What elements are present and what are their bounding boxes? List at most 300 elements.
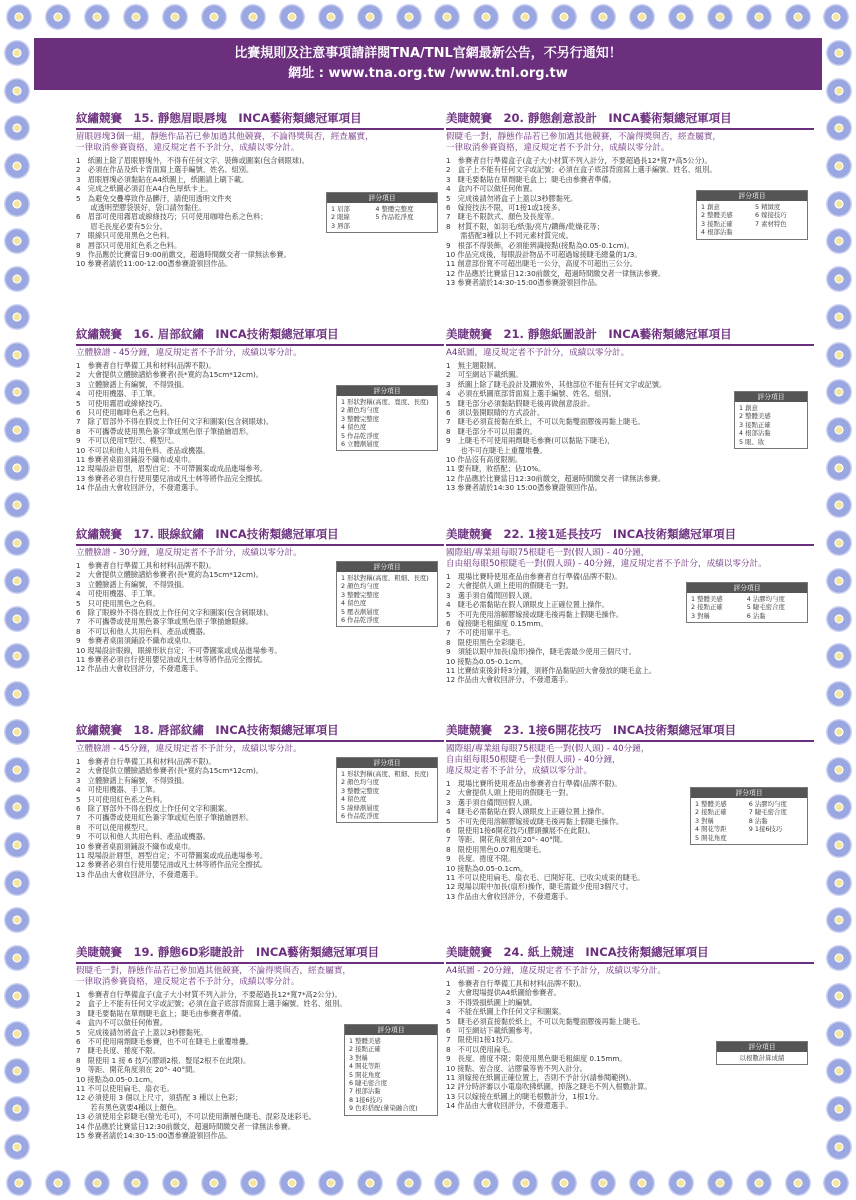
flower-icon: [4, 304, 30, 330]
scoring-item: 6 作品乾淨度: [341, 812, 380, 821]
flower-icon: [826, 794, 852, 820]
panel-17-eyeliner-tattoo: [76, 526, 444, 674]
flower-icon: [826, 342, 852, 368]
rule-item: 3 選手須自備問回假人頭。: [446, 797, 537, 807]
flower-icon: [473, 4, 499, 30]
scoring-item: 5 作品乾淨度: [375, 213, 414, 222]
rule-item: 4 可使用機器、手工筆。: [76, 785, 160, 795]
flower-icon: [826, 191, 852, 217]
flower-icon: [4, 832, 30, 858]
panel-20-static-creative-design: [446, 110, 814, 288]
flower-icon: [201, 1170, 227, 1196]
scoring-box: [336, 757, 438, 823]
flower-icon: [668, 4, 694, 30]
rule-item: 7 等距、開花角度須在20°- 40°間。: [446, 835, 568, 845]
scoring-box-title: 評分項目: [735, 392, 807, 402]
flower-icon: [279, 1170, 305, 1196]
rule-item: 7 不可攜帶或使用黑色簽字筆或黑色原子筆描繪眼線。: [76, 617, 254, 627]
flower-icon: [279, 4, 305, 30]
flower-icon: [826, 568, 852, 594]
rule-item: 7 睫毛不限款式、顏色及長度等。: [446, 212, 559, 222]
flower-icon: [84, 1170, 110, 1196]
panel-title: 美睫競賽 24. 紙上競速 INCA技術類總冠軍項目: [446, 944, 814, 964]
scoring-box: [336, 385, 438, 451]
panel-title: 美睫競賽 19. 靜態6D彩睫設計 INCA藝術類總冠軍項目: [76, 944, 444, 964]
rule-item: 12 作品由大會收回評分，不發還選手。: [76, 664, 203, 674]
rule-item: 4 可使用機器、手工筆。: [76, 589, 160, 599]
flower-icon: [826, 870, 852, 896]
rule-item: 7 限使用1接1技巧。: [446, 1035, 518, 1045]
rule-item: 13 作品由大會收回評分，不發還選手。: [446, 891, 573, 901]
flower-icon: [826, 492, 852, 518]
rule-item: 2 盒子上不能有任何文字或記號；必須在盒子底部背面寫上選手編號、姓名、組別。: [446, 165, 717, 175]
flower-icon: [434, 4, 460, 30]
rule-item: 10 接點為0.05-0.1cm。: [446, 863, 528, 873]
flower-icon: [629, 4, 655, 30]
rule-item: 1 參賽者自行準備工具和材料(品牌不限)。: [76, 361, 216, 370]
flower-icon: [785, 4, 811, 30]
rule-item: 12 必須使用 3 個以上尺寸，須搭配 3 種以上色彩；: [76, 1093, 243, 1103]
scoring-item: 8 沾黏: [748, 816, 768, 825]
scoring-item: 3 對稱: [349, 1053, 368, 1062]
banner-url-text: 網址 : www.tna.org.tw /www.tnl.org.tw: [288, 66, 568, 81]
rule-item: 2 大會提供人頭上使用的假睫毛一對。: [446, 581, 573, 591]
flower-icon: [4, 40, 30, 66]
rule-item: 4 必須在紙圖底部背面寫上選手編號、姓名、組別。: [446, 389, 616, 399]
flower-icon: [4, 228, 30, 254]
scoring-box: [696, 190, 808, 240]
banner-notice-text: 比賽規則及注意事項請詳閱TNA/TNL官網最新公告，不另行通知！: [234, 46, 622, 61]
scoring-item: 6 作品乾淨度: [341, 616, 380, 625]
rule-item: 1 參賽者自行準備工具和材料(品牌不限)。: [446, 979, 586, 988]
scoring-item: 2 顏色均勻度: [341, 778, 380, 787]
rule-item: 3 選手須自備問回假人頭。: [446, 590, 537, 600]
scoring-item: 6 睫毛密合度: [349, 1079, 388, 1088]
flower-icon: [4, 907, 30, 933]
scoring-item: 3 接點正確: [701, 219, 733, 228]
flower-icon: [6, 1170, 32, 1196]
scoring-item: 2 整體美感: [701, 211, 733, 220]
rule-item: 4 盒內不可以做任何佈置。: [76, 1018, 167, 1028]
rule-item: 若有黑色就要4種以上顏色。: [76, 1102, 182, 1112]
panel-subtitle: 立體臉譜 - 45分鐘，違反規定者不予計分，成績以零分計。: [76, 744, 302, 754]
rule-item: 9 長度、捲度不限。: [446, 854, 516, 864]
scoring-box-title: 評分項目: [717, 1042, 807, 1052]
rule-item: 5 可使用霧眉或線條技巧。: [76, 398, 167, 408]
panel-21-static-paper-design: [446, 326, 814, 493]
flower-icon: [826, 78, 852, 104]
rule-item: 8 不可以使用模型尺。: [76, 822, 153, 832]
scoring-item: [749, 834, 803, 842]
flower-icon: [823, 4, 849, 30]
scoring-item: 6 沾黏: [746, 611, 766, 620]
flower-icon: [240, 4, 266, 30]
flower-icon: [6, 4, 32, 30]
rule-item: 7 睫毛必須直接黏在紙上，不可以先黏雙面膠後再黏上睫毛。: [446, 417, 645, 427]
flower-border-top: [0, 0, 856, 34]
flower-icon: [4, 492, 30, 518]
flower-icon: [4, 266, 30, 292]
rule-item: 14 作品由大會收回評分，不發還選手。: [446, 1101, 573, 1111]
flower-icon: [4, 1096, 30, 1122]
rule-item: 3 眉眼唇塊必須黏貼在A4紙圖上，紙圖請上刷下載。: [76, 174, 249, 184]
scoring-item: 4 留色度: [341, 599, 367, 608]
flower-icon: [512, 1170, 538, 1196]
flower-icon: [123, 4, 149, 30]
flower-icon: [240, 1170, 266, 1196]
rule-item: 5 完成後請勿將盒子上蓋以3秒膠黏死。: [446, 193, 578, 203]
rule-item: 1 無主題限制。: [446, 361, 501, 370]
rule-item: 8 限使用黑色全彩睫毛。: [446, 637, 530, 647]
flower-icon: [551, 4, 577, 30]
flower-icon: [826, 530, 852, 556]
scoring-item: 5 作品乾淨度: [341, 431, 380, 440]
scoring-item: 2 接點正確: [349, 1045, 381, 1054]
rule-item: 4 睫毛必需黏貼在假人頭眼皮上正確位置上操作。: [446, 600, 609, 610]
rule-item: 6 可至網站下載紙圖參考。: [446, 1026, 537, 1036]
panel-title: 美睫競賽 22. 1接1延長技巧 INCA技術類總冠軍項目: [446, 526, 814, 546]
rule-item: 12 現場設計眉型，眉型自定；不可帶圖案或成品進場參考。: [76, 464, 268, 474]
flower-icon: [357, 1170, 383, 1196]
scoring-item: 2 眼線: [331, 213, 350, 222]
rule-item: 14 作品應於比賽當日12:30前繳交，超過時間繳交者一律無法參賽。: [76, 1121, 296, 1131]
scoring-item: 1 創意: [701, 203, 720, 211]
panel-subtitle: 國際組/專業組每眼75根睫毛一對(假人頭) - 40分鐘， 自由組每眼50根睫毛一對(假人頭) - 40分鐘， 違反規定者不予計分，成績以零分計。: [446, 744, 650, 776]
rule-item: 13 只以嫁接在紙圖上的睫毛根數計分，1根1分。: [446, 1091, 604, 1101]
panel-16-brow-tattoo: [76, 326, 444, 493]
scoring-item: 6 沾膠均勻度: [748, 800, 787, 808]
rule-item: 8 不可攜帶或使用黑色簽字筆或黑色原子筆描繪眉形。: [76, 426, 254, 436]
flower-icon: [826, 1058, 852, 1084]
panel-subtitle: 立體臉譜 - 30分鐘，違反規定者不予計分，成績以零分計。: [76, 548, 302, 558]
rule-item: 8 唇部只可使用紅色系之色料。: [76, 240, 182, 250]
flower-icon: [785, 1170, 811, 1196]
panel-subtitle: 假睫毛一對，靜態作品若已參加過其他競賽，不論得獎與否，經查屬實， 一律取消參賽資格，違反規定者不予計分，成績以零分計。: [76, 966, 352, 987]
rule-item: 1 參賽者自行準備工具和材料(品牌不限)。: [76, 757, 216, 766]
rule-item: 6 嫁接技法不限，可1接1或1接多。: [446, 203, 565, 213]
rule-item: 8 限使用黑色0.07粗度睫毛。: [446, 844, 546, 854]
scoring-item: 5 睫毛密合度: [746, 603, 785, 612]
rule-item: 9 參賽者桌面須鋪設不織布或桌巾。: [76, 636, 196, 646]
panel-title: 紋繡競賽 18. 唇部紋繡 INCA技術類總冠軍項目: [76, 722, 444, 742]
rule-item: 9 不可以使用T型尺、模型尺。: [76, 436, 179, 446]
scoring-item: 2 接點正確: [695, 808, 727, 817]
flower-icon: [4, 530, 30, 556]
rule-item: 12 作品應於比賽當日12:30前繳交，超過時間繳交者一律無法參賽。: [446, 268, 666, 278]
rule-item: 13 作品由大會收回評分，不發還選手。: [76, 869, 203, 879]
rule-item: 11 參賽者必須自行使用嬰兒油或凡士林等將作品完全擦拭。: [76, 655, 268, 665]
rule-item: 7 睫毛長度、捲度不限。: [76, 1046, 160, 1056]
panel-title: 美睫競賽 23. 1接6開花技巧 INCA技術類總冠軍項目: [446, 722, 814, 742]
rule-item: 12 評分時評審以小電扇吹拂紙圖，掉落之睫毛不列入根數計算。: [446, 1082, 652, 1092]
scoring-box-title: 評分項目: [691, 788, 807, 798]
scoring-item: 2 接點正確: [691, 603, 723, 612]
scoring-item: 4 留色度: [341, 423, 367, 432]
rule-item: 3 立體臉譜上有編號，不得毀損。: [76, 579, 189, 589]
rule-item: 10 接點為0.05-0.1cm。: [446, 656, 528, 666]
flower-icon: [826, 606, 852, 632]
flower-icon: [4, 794, 30, 820]
scoring-box: [336, 561, 438, 627]
flower-icon: [45, 4, 71, 30]
flower-icon: [4, 153, 30, 179]
flower-border-left: [0, 34, 34, 1166]
rule-item: 眉毛長度必要有5公分。: [76, 221, 167, 231]
flower-icon: [590, 1170, 616, 1196]
rule-item: 10 現場設計眼線，眼線形狀自定；不可帶圖案或成品進場參考。: [76, 645, 282, 655]
flower-icon: [4, 379, 30, 405]
scoring-item: 7 睫毛密合度: [748, 808, 787, 817]
panel-title: 紋繡競賽 16. 眉部紋繡 INCA技術類總冠軍項目: [76, 326, 444, 346]
rule-item: 4 睫毛必需黏貼在假人頭眼皮上正確位置上操作。: [446, 807, 609, 817]
scoring-item: 1 整體美感: [695, 800, 727, 808]
scoring-item: 2 顏色均勻度: [341, 582, 380, 591]
rule-item: 11 比賽結束後針時3分鐘，須將作品黏貼回大會發放的睫毛盒上。: [446, 666, 657, 676]
rule-item: 11 現場設計唇型，唇型自定；不可帶圖案或成品進場參考。: [76, 851, 268, 861]
flower-icon: [707, 4, 733, 30]
rule-item: 1 紙圖上除了眉眼唇塊外，不得有任何文字、裝飾或圖案(包含刺眼球)。: [76, 156, 309, 165]
rule-item: 11 不可以使用扁毛、扇衣毛、已開好花、已收尖成束的睫毛。: [446, 873, 645, 883]
scoring-item: 以根數計算成績: [739, 1054, 785, 1062]
flower-icon: [84, 4, 110, 30]
scoring-item: 3 整體完整度: [341, 786, 380, 795]
flower-icon: [4, 606, 30, 632]
panel-subtitle: A4紙圖 - 20分鐘，違反規定者不予計分，成績以零分計。: [446, 966, 666, 976]
rule-item: 6 除了唇部外不得在假皮上作任何文字和圖案。: [76, 804, 232, 814]
flower-icon: [4, 455, 30, 481]
rule-item: 6 須以張開眼睛的方式設計。: [446, 408, 545, 418]
flower-icon: [826, 643, 852, 669]
rule-item: 8 限使用 1 接 6 技巧(膠頭2根、豎尾2根不在此限)。: [76, 1055, 251, 1065]
panel-subtitle: 眉眼唇塊3個一組，靜態作品若已參加過其他競賽，不論得獎與否，經查屬實， 一律取消參賽資格，違反規定者不予計分，成績以零分計。: [76, 132, 374, 153]
scoring-item: 3 整體完整度: [341, 414, 380, 423]
flower-icon: [707, 1170, 733, 1196]
rule-item: 10 作品完成後，每眼設計物品不可超過嫁接睫毛總量的1/3。: [446, 250, 642, 260]
rule-item: 1 現場比賽所使用產品由參賽者自行準備(品牌不限)。: [446, 779, 622, 788]
flower-icon: [746, 1170, 772, 1196]
flower-icon: [4, 719, 30, 745]
rule-item: 12 作品由大會收回評分，不發還選手。: [446, 675, 573, 685]
rule-item: 2 大會現場提供A4紙圖給參賽者。: [446, 988, 561, 998]
scoring-box: [686, 582, 808, 623]
flower-icon: [823, 1170, 849, 1196]
rule-item: 2 必須在作品及紙卡背面寫上選手編號、姓名、組別。: [76, 165, 254, 175]
flower-icon: [826, 945, 852, 971]
scoring-item: 5 開花角度: [695, 833, 727, 842]
panel-subtitle: 立體臉譜 - 45分鐘，違反規定者不予計分，成績以零分計。: [76, 348, 302, 358]
rule-item: 10 參賽者請於11:00-12:00憑參賽證領回作品。: [76, 259, 233, 269]
rule-item: 或透明塑膠袋裝好，袋口請勿黏住。: [76, 203, 206, 213]
rule-item: 9 長度、捲度不限；限使用黑色睫毛粗細度 0.15mm。: [446, 1054, 627, 1064]
flower-icon: [826, 757, 852, 783]
rule-item: 3 紙圖上除了睫毛設計及鑽妝外，其他部位不能有任何文字或記號。: [446, 379, 667, 389]
rule-item: 10 不可以和他人共用色料、產品或機器。: [76, 445, 210, 455]
flower-icon: [473, 1170, 499, 1196]
scoring-item: 1 創意: [739, 404, 758, 412]
rule-item: 9 須能以眼中加長(扇形)操作，睫毛需最少使用三個尺寸。: [446, 647, 636, 657]
scoring-item: 9 色彩搭配(暈染融合度): [349, 1104, 418, 1113]
flower-icon: [826, 115, 852, 141]
scoring-box-title: 評分項目: [337, 386, 437, 396]
rule-item: 2 大會提供立體臉譜給參賽者(長*寬約為15cm*12cm)。: [76, 570, 263, 580]
panel-title: 美睫競賽 20. 靜態創意設計 INCA藝術類總冠軍項目: [446, 110, 814, 130]
scoring-item: 4 留色度: [341, 795, 367, 804]
rule-item: 9 根部不得裝飾，必須能辨識接點(接點為0.05-0.1cm)。: [446, 240, 634, 250]
scoring-item: 6 立體漸層度: [341, 440, 380, 449]
rule-item: 5 完成後請勿將盒子上蓋以3秒膠黏死。: [76, 1027, 208, 1037]
flower-icon: [826, 1096, 852, 1122]
flower-icon: [4, 681, 30, 707]
rule-item: 1 參賽者自行準備盒子(盒子大小材質不列入計分，不要超過長12*寬7*高2公分)。: [76, 990, 342, 999]
rule-item: 8 不可以和他人共用色料、產品或機器。: [76, 626, 210, 636]
rule-item: 12 作品應於比賽當日12:30前繳交，超過時間繳交者一律無法參賽。: [446, 473, 666, 483]
panel-title: 紋繡競賽 17. 眼線紋繡 INCA技術類總冠軍項目: [76, 526, 444, 546]
scoring-item: 3 對稱: [695, 816, 714, 825]
rule-item: 4 不能在紙圖上作任何文字和圖案。: [446, 1007, 566, 1017]
rule-item: 7 不可攜帶或使用紅色簽字筆或紅色原子筆描繪唇形。: [76, 813, 254, 823]
flower-icon: [826, 304, 852, 330]
flower-icon: [396, 1170, 422, 1196]
rule-item: 2 大會提供人頭上使用的假睫毛一對。: [446, 788, 573, 798]
flower-icon: [162, 1170, 188, 1196]
scoring-item: 1 眉部: [331, 205, 350, 213]
scoring-box-title: 評分項目: [697, 191, 807, 201]
rule-item: 5 只可使用紅色系之色料。: [76, 794, 167, 804]
scoring-box-title: 評分項目: [687, 583, 807, 593]
flower-icon: [826, 379, 852, 405]
rule-item: 10 作品沒有高度限制。: [446, 455, 523, 465]
rule-item: 11 不可以使用扁毛、扇衣毛。: [76, 1084, 174, 1094]
scoring-item: 6 嫁接技巧: [755, 211, 787, 220]
scoring-box: [344, 1024, 438, 1116]
rule-item: 6 除了眼線外不得在假皮上作任何文字和圖案(包含刺眼球)。: [76, 608, 274, 618]
panel-23-one-to-six-volume: [446, 722, 814, 901]
flower-icon: [201, 4, 227, 30]
flower-icon: [162, 4, 188, 30]
panel-19-static-6d-color-lash: [76, 944, 444, 1141]
rule-item: 8 睫毛部分不可以用畫的。: [446, 426, 537, 436]
rule-item: 9 等距、開花角度須在 20°- 40°間。: [76, 1065, 200, 1075]
rule-item: 3 睫毛要黏貼在單劑睫毛盒上；睫毛由參賽者準備。: [76, 1008, 246, 1018]
flower-icon: [4, 568, 30, 594]
rule-item: 7 眼線只可使用黑色之色料。: [76, 231, 175, 241]
scoring-item: 2 顏色均勻度: [341, 406, 380, 415]
scoring-box: [690, 787, 808, 845]
flower-icon: [668, 1170, 694, 1196]
scoring-item: 4 根部沾黏: [739, 429, 771, 438]
rule-item: 1 參賽者自行準備盒子(盒子大小材質不列入計分，不要超過長12*寬7*高5公分)。: [446, 156, 712, 165]
rule-item: 11 要有睫，妝搭配；佔10%。: [446, 464, 546, 474]
scoring-item: 3 整體完整度: [341, 590, 380, 599]
rule-item: 13 參賽者請於14:30-15:00憑參賽證領回作品。: [446, 278, 603, 288]
flower-icon: [4, 115, 30, 141]
rule-item: 5 為避免交疊導致作品髒汙，請使用透明文件夾: [76, 193, 232, 203]
rule-item: 6 只可使用咖啡色系之色料。: [76, 408, 175, 418]
rule-item: 5 睫毛部分必須黏貼假睫毛後再做創意設計。: [446, 398, 595, 408]
scoring-item: 5 線條漸層度: [341, 803, 380, 812]
flower-icon: [826, 1021, 852, 1047]
scoring-item: 9 1接6技巧: [748, 825, 783, 834]
scoring-item: 3 對稱: [691, 611, 710, 620]
panel-24-paper-speed: [446, 944, 814, 1111]
flower-icon: [826, 228, 852, 254]
flower-icon: [826, 40, 852, 66]
rule-item: 2 盒子上不能有任何文字或記號；必須在盒子底部背面寫上選手編號、姓名、組別。: [76, 999, 347, 1009]
scoring-box-title: 評分項目: [337, 758, 437, 768]
scoring-item: 8 1接6技巧: [349, 1095, 383, 1104]
flower-icon: [357, 4, 383, 30]
rule-item: 1 現場比賽時使用產品由參賽者自行準備(品牌不限)。: [446, 572, 622, 581]
flower-icon: [4, 643, 30, 669]
flower-icon: [826, 681, 852, 707]
scoring-item: 3 接點正確: [739, 420, 771, 429]
scoring-item: 7 根部沾黏: [349, 1087, 381, 1096]
rule-item: 5 睫毛必須直接黏於紙上，不可以先黏雙面膠後再黏上睫毛。: [446, 1016, 645, 1026]
flower-icon: [396, 4, 422, 30]
flower-icon: [45, 1170, 71, 1196]
panel-15-static-brow-eye-lip: [76, 110, 444, 269]
flower-border-bottom: [0, 1166, 856, 1200]
rule-item: 3 睫毛要黏貼在單劑睫毛盒上；睫毛由參賽者準備。: [446, 174, 616, 184]
rule-item: 5 不可先使用溶解膠嫁接或睫毛後再黏上假睫毛操作。: [446, 609, 624, 619]
flower-icon: [826, 266, 852, 292]
rule-item: 2 大會提供立體臉譜給參賽者(長*寬約為15cm*12cm)。: [76, 370, 263, 380]
flower-icon: [4, 417, 30, 443]
flower-icon: [434, 1170, 460, 1196]
panel-title: 紋繡競賽 15. 靜態眉眼唇塊 INCA藝術類總冠軍項目: [76, 110, 444, 130]
scoring-box: [326, 192, 438, 233]
flower-icon: [826, 719, 852, 745]
flower-icon: [4, 945, 30, 971]
rule-item: 9 不可以和他人共用色料、產品或機器。: [76, 832, 210, 842]
flower-icon: [318, 4, 344, 30]
scoring-box-title: 評分項目: [327, 193, 437, 203]
scoring-item: [375, 222, 433, 230]
scoring-item: 5 精緻度: [755, 203, 781, 211]
scoring-item: 2 整體美感: [739, 412, 771, 421]
flower-border-right: [822, 34, 856, 1166]
rule-item: 12 現場以眼中加長(扇形)操作，睫毛需最少使用3個尺寸。: [446, 882, 633, 892]
scoring-box-title: 評分項目: [337, 562, 437, 572]
flower-icon: [4, 342, 30, 368]
rule-item: 13 參賽者必須自行使用嬰兒油或凡士林等將作品完全擦拭。: [76, 473, 268, 483]
rule-item: 需搭配3種以上不同元素材質完成。: [446, 231, 573, 241]
rule-item: 10 接點、密合度、沾膠量等皆不列入計分。: [446, 1063, 587, 1073]
rule-item: 也不可在睫毛上重覆堆疊。: [446, 445, 547, 455]
flower-icon: [318, 1170, 344, 1196]
rule-item: 4 盒內不可以做任何佈置。: [446, 184, 537, 194]
rule-item: 7 除了眉部外不得在假皮上作任何文字和圖案(包含刺眼球)。: [76, 417, 274, 427]
scoring-item: 7 素材特色: [755, 219, 787, 228]
rule-item: 6 限使用1接6開花技巧(膠頭擴展不在此限)。: [446, 826, 595, 836]
rule-item: 13 必須使用全彩睫毛(螢光毛可)，不可以使用漸層色睫毛、混彩及迷彩毛。: [76, 1112, 316, 1122]
rule-item: 6 嫁接睫毛粗細度 0.15mm。: [446, 619, 548, 629]
rule-item: 5 不可先使用溶解膠嫁接或睫毛後再黏上假睫毛操作。: [446, 816, 624, 826]
scoring-box: [734, 391, 808, 449]
panel-subtitle: A4紙圖，違反規定者不予計分，成績以零分計。: [446, 348, 630, 358]
flower-icon: [826, 417, 852, 443]
scoring-item: 5 眼、妝: [739, 437, 765, 446]
rule-item: 11 創意部份寬不可超出睫毛一公分，高度不可超出三公分。: [446, 259, 638, 269]
rule-item: 10 接點為0.05-0.1cm。: [76, 1074, 158, 1084]
scoring-item: 1 整體美感: [349, 1037, 381, 1045]
panel-22-one-to-one-extension: [446, 526, 814, 685]
notice-banner: [34, 38, 822, 90]
scoring-item: 1 形狀對稱(高度、粗細、長度): [341, 770, 429, 778]
rule-item: 9 作品應於比賽當日9:00前繳交，超過時間繳交者一律無法參賽。: [76, 250, 291, 260]
rule-item: 6 不可使用兩劑睫毛參賽，也不可在睫毛上重覆堆疊。: [76, 1037, 254, 1047]
flower-icon: [746, 4, 772, 30]
